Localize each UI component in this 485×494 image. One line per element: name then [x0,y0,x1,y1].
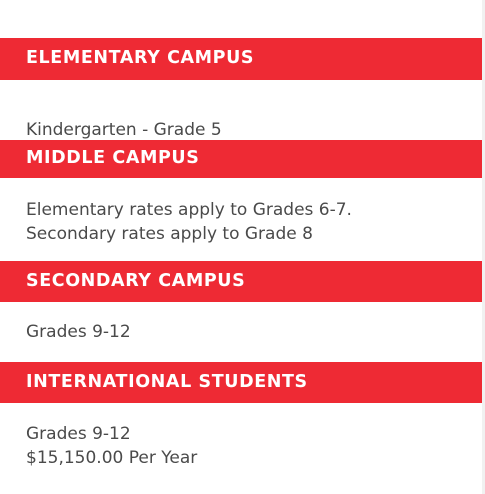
section-body-secondary-campus [26,320,466,344]
section-body-middle-campus [26,198,466,246]
section-text-line: $15,150.00 Per Year [26,448,198,468]
section-body-elementary-campus [26,118,466,142]
section-text-line: Secondary rates apply to Grade 8 [26,224,313,244]
section-header-elementary-campus [0,38,485,80]
section-header-secondary-campus [0,261,485,302]
section-title: ELEMENTARY CAMPUS [26,48,255,69]
section-title: INTERNATIONAL STUDENTS [26,371,308,392]
section-text-line: Grades 9-12 [26,322,131,342]
section-header-middle-campus [0,140,485,178]
section-text-line: Elementary rates apply to Grades 6-7. [26,200,352,220]
section-title: SECONDARY CAMPUS [26,270,246,291]
section-header-international-students [0,362,485,403]
section-text-line: Grades 9-12 [26,424,131,444]
section-text-line: Kindergarten - Grade 5 [26,120,222,140]
section-body-international-students [26,422,466,470]
section-title: MIDDLE CAMPUS [26,148,200,169]
